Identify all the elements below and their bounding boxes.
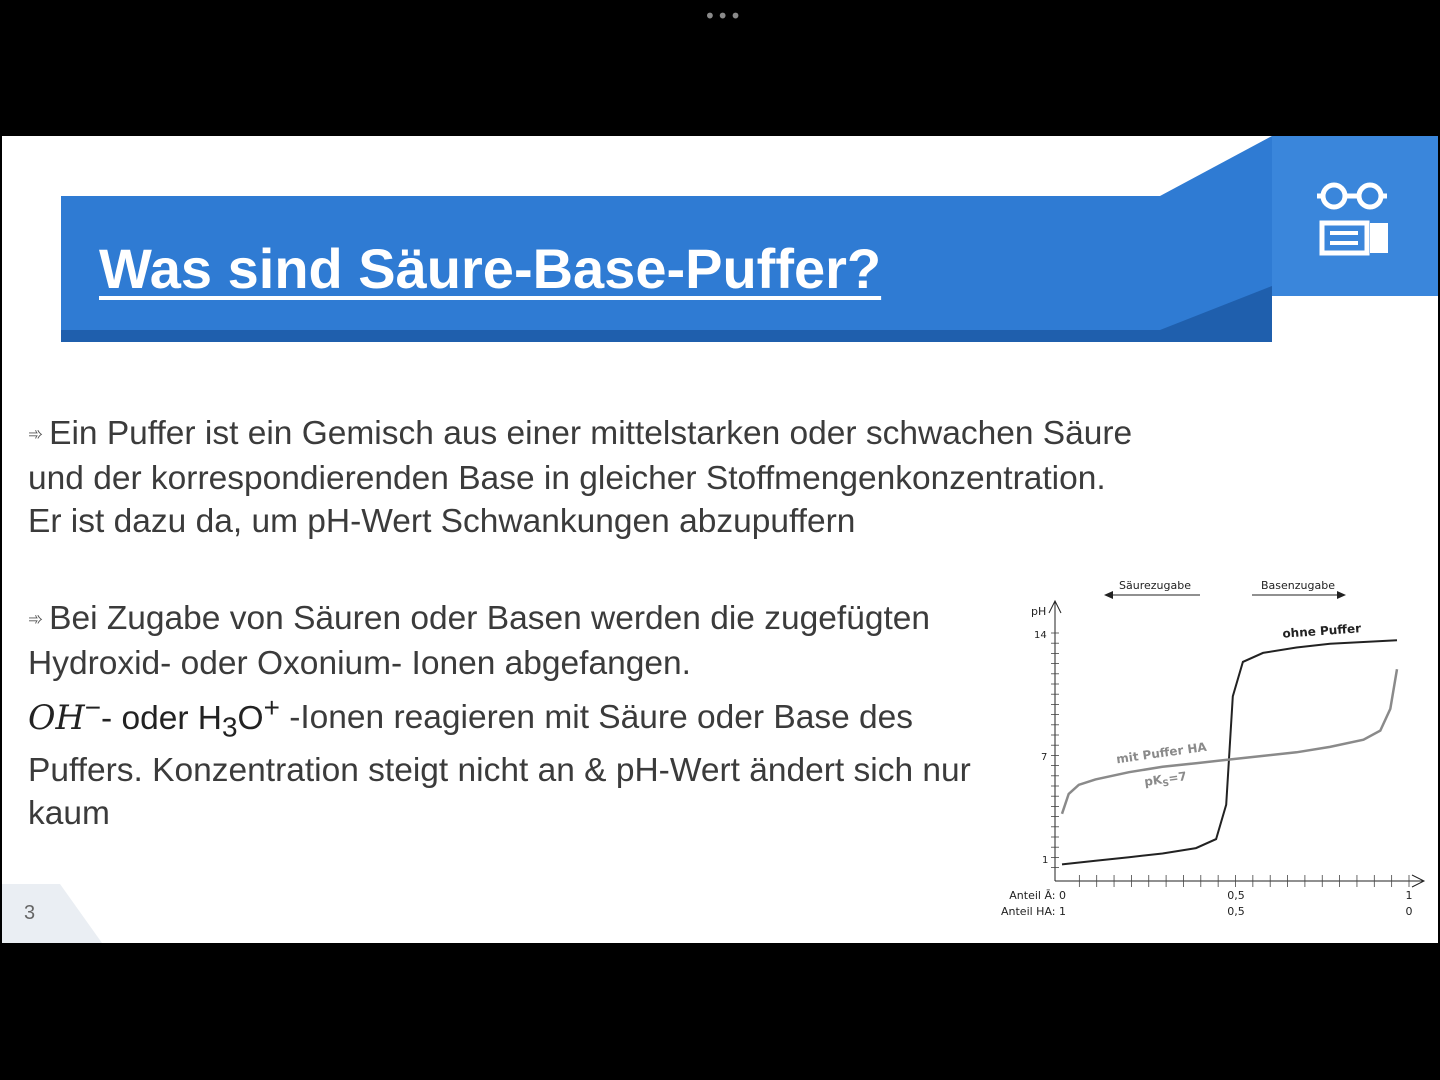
x-tick-end-bottom: 0 <box>1405 905 1413 918</box>
pks-suffix: =7 <box>1167 769 1188 786</box>
y-tick-7: 7 <box>1041 752 1048 763</box>
x-tick-mid-bottom: 0,5 <box>1227 905 1245 918</box>
page-number: 3 <box>24 902 36 924</box>
pks-sub: S <box>1161 778 1170 790</box>
x-tick-end-top: 1 <box>1405 889 1413 902</box>
slide <box>2 136 1438 943</box>
arrow-bullet-icon: ➾ <box>28 424 44 445</box>
glasses-document-icon <box>1312 176 1392 256</box>
pks-prefix: pK <box>1143 772 1163 789</box>
formula-h3o-index: 3 <box>222 711 238 743</box>
paragraph1-text: Ein Puffer ist ein Gemisch aus einer mittelstarken oder schwachen Säure und der korrespondierenden Base in gleicher Stoffmengenkonzentration. Er ist dazu da, um pH-Wert Schwankungen abzupuffern <box>28 415 1133 541</box>
paragraph-buffer-definition <box>28 412 1148 544</box>
ion-formula <box>28 691 280 743</box>
formula-h3o-charge: + <box>263 691 280 723</box>
paragraph2-text2: -Ionen reagieren mit Säure oder Base des Puffers. Konzentration steigt nicht an & pH-Wert ändert sich nur kaum <box>28 699 971 833</box>
label-pks <box>1143 769 1188 792</box>
slide-title: Was sind Säure-Base-Puffer? <box>99 237 882 300</box>
acid-addition-label: Säurezugabe <box>1119 579 1191 592</box>
formula-oh: OH <box>28 697 85 737</box>
series-ohne-puffer <box>1062 640 1397 864</box>
paragraph2-text: Bei Zugabe von Säuren oder Basen werden die zugefügten Hydroxid- oder Oxonium- Ionen abgefangen. <box>28 600 931 682</box>
base-addition-arrowhead <box>1337 591 1346 599</box>
more-dots-icon[interactable]: ••• <box>704 4 743 28</box>
formula-oh-charge: − <box>84 691 101 723</box>
label-mit-puffer: mit Puffer HA <box>1115 739 1208 767</box>
acid-addition-arrowhead <box>1104 591 1113 599</box>
y-tick-14: 14 <box>1034 630 1047 641</box>
base-addition-label: Basenzugabe <box>1261 579 1335 592</box>
x-label-anteil-a: Anteil Ā: 0 <box>1009 889 1066 902</box>
arrow-bullet-icon: ➾ <box>28 609 44 630</box>
x-tick-mid-top: 0,5 <box>1227 889 1245 902</box>
formula-o: O <box>237 699 264 737</box>
title-bar <box>61 196 1161 342</box>
label-ohne-puffer: ohne Puffer <box>1281 621 1362 641</box>
title-bar-slope <box>1160 136 1272 342</box>
page-number-tab <box>2 884 102 943</box>
y-tick-1: 1 <box>1042 855 1049 866</box>
paragraph-buffer-action <box>28 597 988 836</box>
formula-mid: - oder H <box>100 699 222 737</box>
x-label-anteil-ha: Anteil HA: 1 <box>1001 905 1066 918</box>
y-axis-label: pH <box>1031 605 1047 618</box>
titration-chart <box>982 571 1432 921</box>
title-bar-shadow <box>61 330 1161 342</box>
